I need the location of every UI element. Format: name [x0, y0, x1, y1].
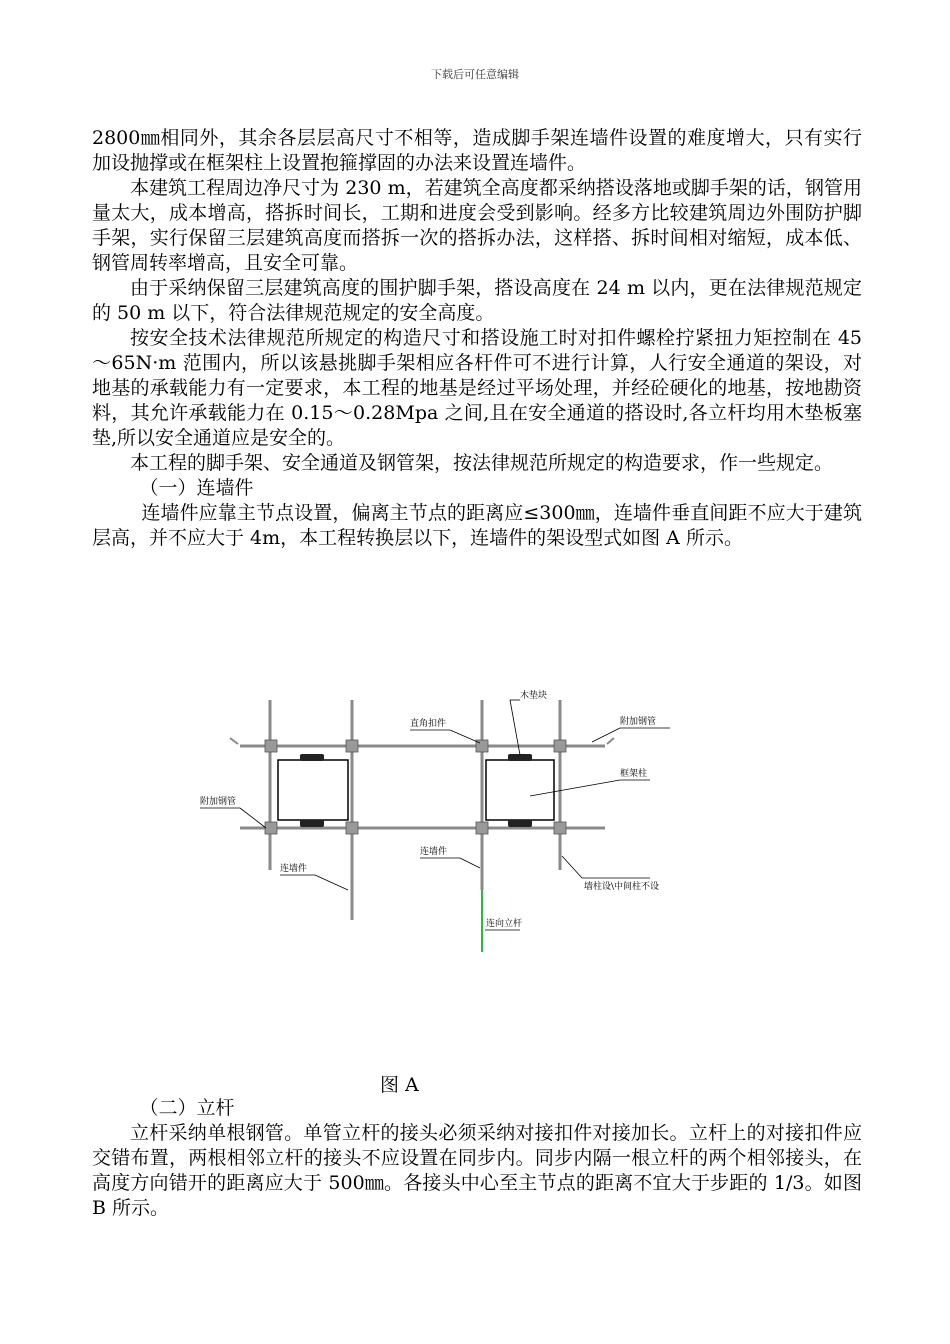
wood-block — [508, 820, 532, 827]
wood-block — [508, 754, 532, 761]
frame-column-right — [486, 760, 554, 820]
label-note-right: 墙柱设\中间柱不设 — [584, 882, 660, 892]
label-extra-pipe-right: 附加钢管 — [620, 717, 657, 727]
paragraph: 立杆采纳单根钢管。单管立杆的接头必须采纳对接扣件对接加长。立杆上的对接扣件应交错布置，两根相邻立杆的接头不应设置在同步内。同步内隔一根立杆的两个相邻接头，在高度方向错开的距离应大于 500㎜。各接头中心至主节点的距离不宜大于步距的 1/3。如图 B 所示。 — [92, 1122, 862, 1219]
body-text-2 — [92, 1096, 862, 1221]
clamp — [554, 740, 566, 752]
frame-column-left — [278, 760, 348, 820]
clamp — [476, 822, 488, 834]
label-frame-column: 框架柱 — [620, 769, 648, 779]
clamp — [346, 822, 358, 834]
page-header: 下载后可任意编辑 — [431, 68, 519, 81]
label-extra-pipe-left: 附加钢管 — [200, 797, 237, 807]
section-heading: （一）连墙件 — [139, 477, 254, 499]
label-wall-tie-mid: 连墙件 — [420, 847, 448, 857]
clamp — [265, 822, 277, 834]
figure-caption: 图 A — [380, 1074, 419, 1096]
paragraph: 由于采纳保留三层建筑高度的围护脚手架，搭设高度在 24 m 以内，更在法律规范规定的 50 m 以下，符合法律规范规定的安全高度。 — [92, 277, 862, 324]
label-pole: 连向立杆 — [486, 919, 523, 929]
paragraph: 2800㎜相同外，其余各层层高尺寸不相等，造成脚手架连墙件设置的难度增大，只有实行加设抛撑或在框架柱上设置抱箍撑固的办法来设置连墙件。 — [92, 127, 862, 174]
label-right-angle-clamp: 直角扣件 — [410, 719, 447, 729]
wood-block — [300, 754, 324, 761]
clamp — [346, 740, 358, 752]
clamp — [265, 740, 277, 752]
clamp — [554, 822, 566, 834]
body-text — [92, 126, 862, 551]
paragraph: 本工程的脚手架、安全通道及钢管架，按法律规范所规定的构造要求，作一些规定。 — [130, 452, 834, 474]
wall-tie-diagram — [180, 680, 700, 980]
paragraph: 本建筑工程周边净尺寸为 230 m，若建筑全高度都采纳搭设落地或脚手架的话，钢管用量太大，成本增高，搭拆时间长，工期和进度会受到影响。经多方比较建筑周边外围防护脚手架，实行保留三层建筑高度而搭拆一次的搭拆办法，这样搭、拆时间相对缩短，成本低、钢管周转率增高，且安全可靠。 — [92, 177, 862, 274]
section-heading: （二）立杆 — [139, 1097, 235, 1119]
paragraph: 按安全技术法律规范所规定的构造尺寸和搭设施工时对扣件螺栓拧紧扭力矩控制在 45～65N·m 范围内，所以该悬挑脚手架相应各杆件可不进行计算，人行安全通道的架设，对地基的承载能力有一定要求，本工程的地基是经过平场处理，并经砼硬化的地基，按地勘资料，其允许承载能力在 0.15～0.28Mpa 之间,且在安全通道的搭设时,各立杆均用木垫板塞垫,所以安全通道应是安全的。 — [92, 327, 862, 449]
label-wood-block: 木垫块 — [520, 691, 548, 701]
label-wall-tie-left: 连墙件 — [280, 864, 308, 874]
paragraph: 连墙件应靠主节点设置，偏离主节点的距离应≤300㎜，连墙件垂直间距不应大于建筑层高，并不应大于 4m，本工程转换层以下，连墙件的架设型式如图 A 所示。 — [92, 502, 862, 549]
wood-block — [300, 820, 324, 827]
